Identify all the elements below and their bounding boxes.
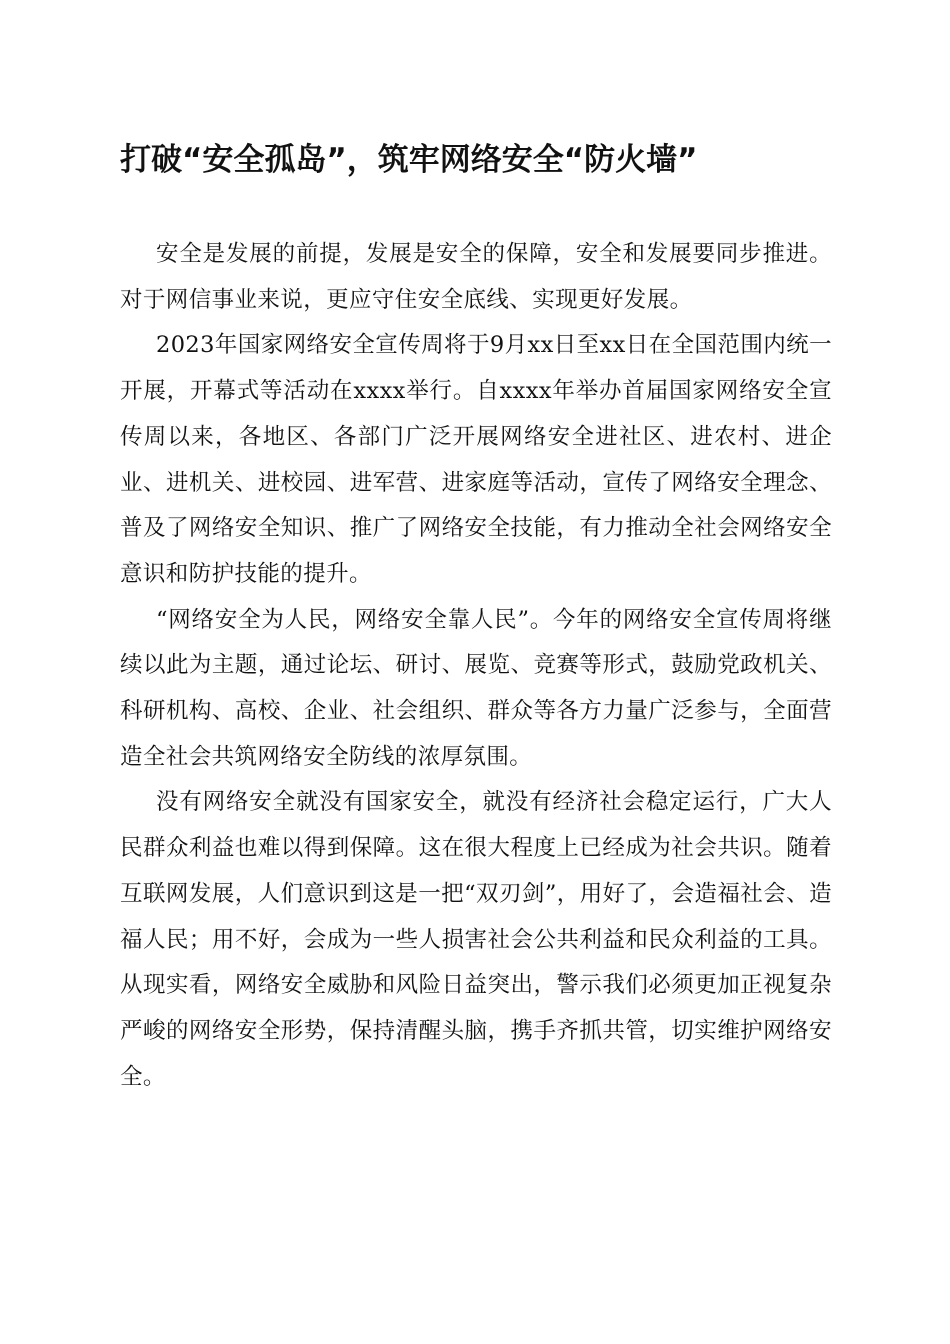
- paragraph-3: “网络安全为人民，网络安全靠人民”。今年的网络安全宣传周将继续以此为主题，通过论坛、研讨、展览、竞赛等形式，鼓励党政机关、科研机构、高校、企业、社会组织、群众等各方力量广泛参与，全面营造全社会共筑网络安全防线的浓厚氛围。: [120, 606, 832, 770]
- document-title: 打破“安全孤岛”，筑牢网络安全“防火墙”: [120, 142, 698, 178]
- paragraph-4: 没有网络安全就没有国家安全，就没有经济社会稳定运行，广大人民群众利益也难以得到保障。这在很大程度上已经成为社会共识。随着互联网发展，人们意识到这是一把“双刃剑”，用好了，会造福社会、造福人民；用不好，会成为一些人损害社会公共利益和民众利益的工具。从现实看，网络安全威胁和风险日益突出，警示我们必须更加正视复杂严峻的网络安全形势，保持清醒头脑，携手齐抓共管，切实维护网络安全。: [120, 789, 832, 1090]
- paragraph-1: 安全是发展的前提，发展是安全的保障，安全和发展要同步推进。对于网信事业来说，更应守住安全底线、实现更好发展。: [120, 241, 832, 313]
- paragraph-2: 2023年国家网络安全宣传周将于9月xx日至xx日在全国范围内统一开展，开幕式等活动在xxxx举行。自xxxx年举办首届国家网络安全宣传周以来，各地区、各部门广泛开展网络安全进社区、进农村、进企业、进机关、进校园、进军营、进家庭等活动，宣传了网络安全理念、普及了网络安全知识、推广了网络安全技能，有力推动全社会网络安全意识和防护技能的提升。: [120, 332, 832, 587]
- document-body: [120, 232, 832, 1100]
